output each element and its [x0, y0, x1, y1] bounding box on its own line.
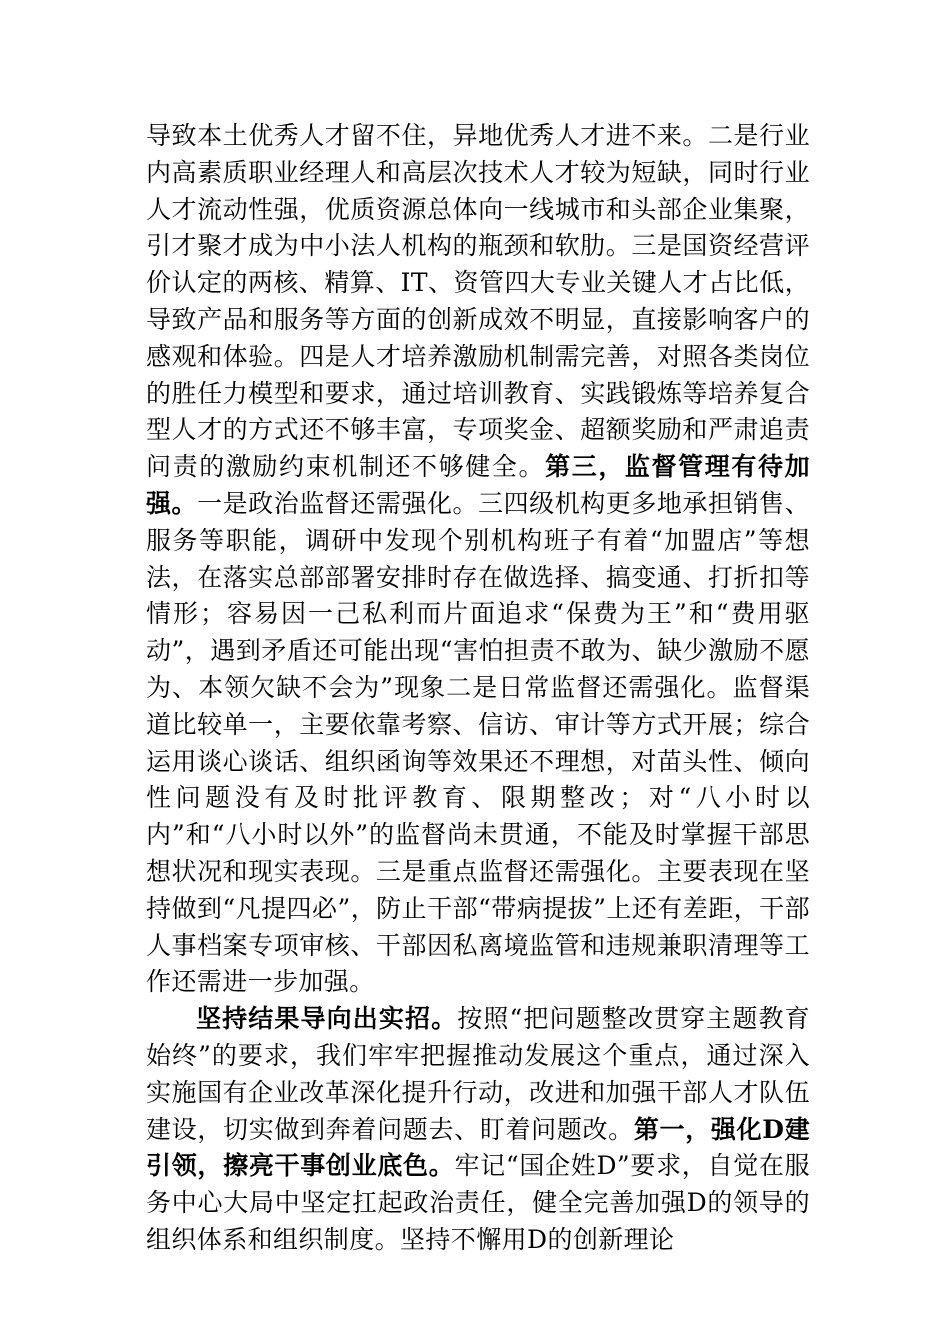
section-heading-results: 坚持结果导向出实招。	[196, 1004, 458, 1034]
paragraph-2-run-4: 牢记“国企姓D”要求，自觉在服务中心大局中坚定扛起政治责任，健全完善加强D的领导的组织体系和组织制度。坚持不懈用D的创新理论	[146, 1151, 811, 1254]
paragraph-2	[146, 1001, 810, 1259]
section-heading-third: 第三，监督管理有待加强。	[146, 452, 810, 518]
paragraph-1	[146, 118, 810, 1001]
paragraph-1-run-3: 一是政治监督还需强化。三四级机构更多地承担销售、服务等职能，调研中发现个别机构班子有着“加盟店”等想法，在落实总部部署安排时存在做选择、搞变通、打折扣等情形；容易因一己私利而片面追求“保费为王”和“费用驱动”，遇到矛盾还可能出现“害怕担责不敢为、缺少激励不愿为、本领欠缺不会为”现象二是日常监督还需强化。监督渠道比较单一，主要依靠考察、信访、审计等方式开展；综合运用谈心谈话、组织函询等效果还不理想，对苗头性、倾向性问题没有及时批评教育、限期整改；对“八小时以内”和“八小时以外”的监督尚未贯通，不能及时掌握干部思想状况和现实表现。三是重点监督还需强化。主要表现在坚持做到“凡提四必”，防止干部“带病提拔”上还有差距，干部人事档案专项审核、干部因私离境监管和违规兼职清理等工作还需进一步加强。	[146, 488, 810, 997]
section-heading-first: 第一，强化D建引领，擦亮干事创业底色。	[146, 1114, 810, 1181]
document-body	[146, 118, 810, 1259]
paragraph-2-run-2: 按照“把问题整改贯穿主题教育始终”的要求，我们牢牢把握推动发展这个重点，通过深入实施国有企业改革深化提升行动，改进和加强干部人才队伍建设，切实做到奔着问题去、盯着问题改。	[146, 1004, 810, 1144]
paragraph-1-run-1: 导致本土优秀人才留不住，异地优秀人才进不来。二是行业内高素质职业经理人和高层次技术人才较为短缺，同时行业人才流动性强，优质资源总体向一线城市和头部企业集聚，引才聚才成为中小法人机构的瓶颈和软肋。三是国资经营评价认定的两核、精算、IT、资管四大专业关键人才占比低，导致产品和服务等方面的创新成效不明显，直接影响客户的感观和体验。四是人才培养激励机制需完善，对照各类岗位的胜任力模型和要求，通过培训教育、实践锻炼等培养复合型人才的方式还不够丰富，专项奖金、超额奖励和严肃追责问责的激励约束机制还不够健全。	[146, 121, 810, 482]
